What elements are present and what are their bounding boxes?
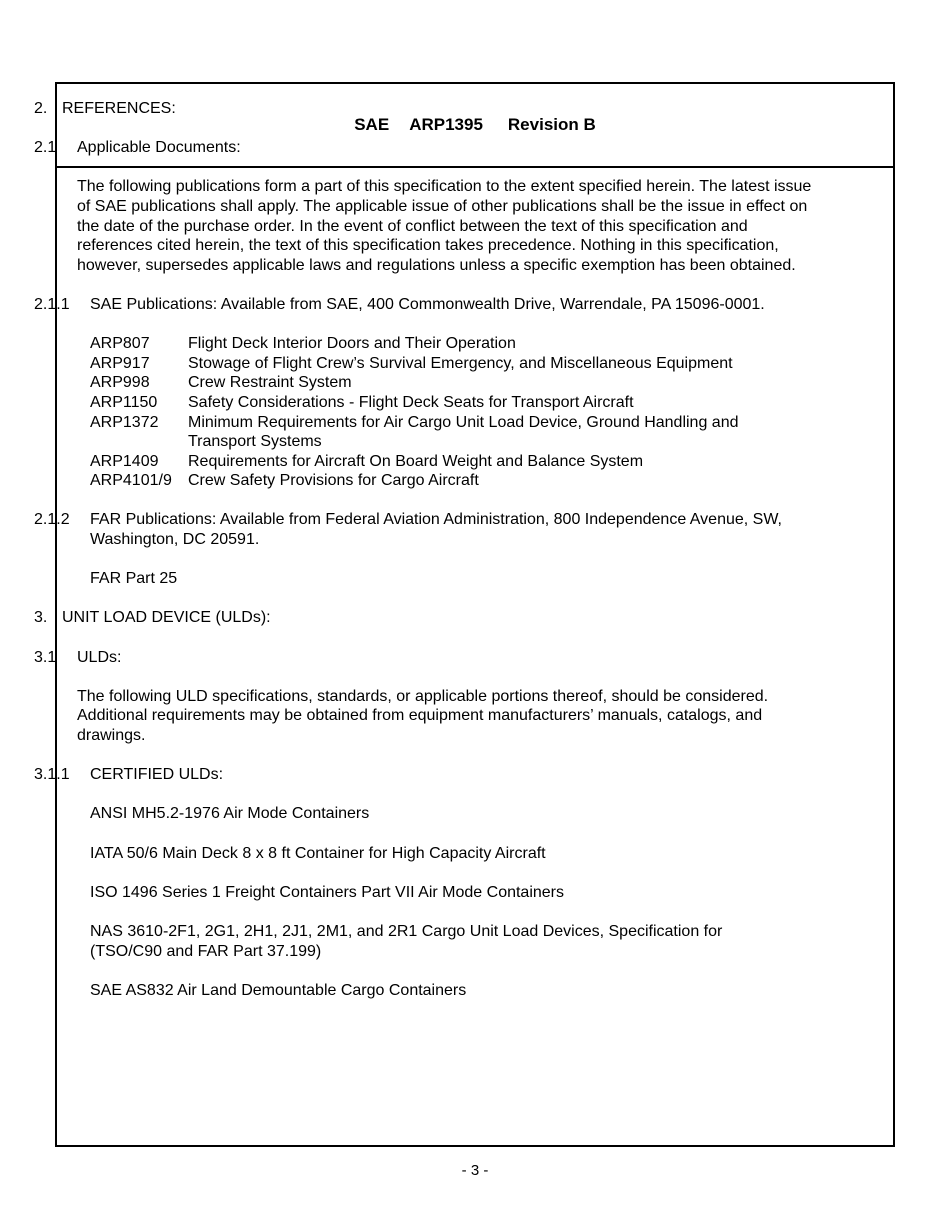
section-title: UNIT LOAD DEVICE (ULDs): [62,609,271,627]
section-number: 2. [34,100,48,117]
page-number: - 3 - [461,1162,489,1179]
reference-title: Crew Restraint System [188,374,352,392]
reference-row [90,393,788,413]
reference-code: ARP917 [90,354,150,372]
reference-code: ARP998 [90,374,150,392]
reference-row [90,452,788,472]
reference-row [90,373,788,393]
paragraph: The following publications form a part of this specification to the extent specified herein. The latest issue of SAE publications shall apply. The applicable issue of other publications shall be the issue in effect on the date of the purchase order. In the event of conflict between the text of this specification and references cited herein, the text of this specification takes precedence. Nothing in this specification, however, supersedes applicable laws and regulations unless a specific exemption has been obtained. [77,178,812,274]
reference-title: Minimum Requirements for Air Cargo Unit Load Device, Ground Handling and Transport Systems [188,413,739,451]
reference-title: Requirements for Aircraft On Board Weight and Balance System [188,452,644,470]
section-number: 3.1 [34,648,57,666]
reference-list [90,334,788,491]
list-item: IATA 50/6 Main Deck 8 x 8 ft Container for High Capacity Aircraft [90,844,546,862]
section-number: 2.1.2 [34,511,70,529]
section-number: 2.1.1 [34,295,70,313]
section-heading [34,295,824,315]
header-org: SAE [354,115,390,134]
list-item: ISO 1496 Series 1 Freight Containers Part VII Air Mode Containers [90,883,565,901]
document-body [34,99,824,1000]
reference-code: ARP1372 [90,413,159,431]
section-number: 2.1 [34,139,57,157]
reference-title: Safety Considerations - Flight Deck Seats for Transport Aircraft [188,393,634,411]
list-item: ANSI MH5.2-1976 Air Mode Containers [90,805,370,823]
section-title: FAR Publications: Available from Federal Aviation Administration, 800 Independence Avenue, SW, Washington, DC 20591. [90,511,782,549]
section-number: 3.1.1 [34,766,70,784]
reference-code: ARP807 [90,335,150,353]
section-heading [34,99,824,119]
paragraph: The following ULD specifications, standards, or applicable portions thereof, should be considered. Additional requirements may be obtained from equipment manufacturers’ manuals, catalogs, and drawings. [77,687,769,744]
section-heading [34,510,824,549]
section-heading [34,608,824,628]
reference-title: Crew Safety Provisions for Cargo Aircraft [188,472,479,490]
section-heading [34,765,824,785]
section-title: ULDs: [77,648,122,666]
reference-code: ARP1409 [90,452,159,470]
section-number: 3. [34,609,48,627]
reference-row [90,471,788,491]
reference-title: Stowage of Flight Crew’s Survival Emergency, and Miscellaneous Equipment [188,354,733,372]
section-heading [34,138,824,158]
reference-code: ARP1150 [90,393,158,411]
section-title: Applicable Documents: [77,139,241,157]
reference-title: Flight Deck Interior Doors and Their Operation [188,335,516,353]
reference-row [90,413,788,452]
section-title: CERTIFIED ULDs: [90,766,224,784]
reference-row [90,354,788,374]
section-title: REFERENCES: [62,100,176,117]
reference-code: ARP4101/9 [90,472,172,490]
section-title: SAE Publications: Available from SAE, 400 Commonwealth Drive, Warrendale, PA 15096-0001. [90,295,765,313]
header-doc-number: ARP1395 [409,115,483,134]
header-revision: Revision B [507,115,596,134]
reference-row [90,334,788,354]
list-item: SAE AS832 Air Land Demountable Cargo Containers [90,981,467,999]
section-heading [34,648,824,668]
list-item: NAS 3610-2F1, 2G1, 2H1, 2J1, 2M1, and 2R1 Cargo Unit Load Devices, Specification for (TSO/C90 and FAR Part 37.199) [90,922,723,960]
list-item: FAR Part 25 [90,570,178,588]
